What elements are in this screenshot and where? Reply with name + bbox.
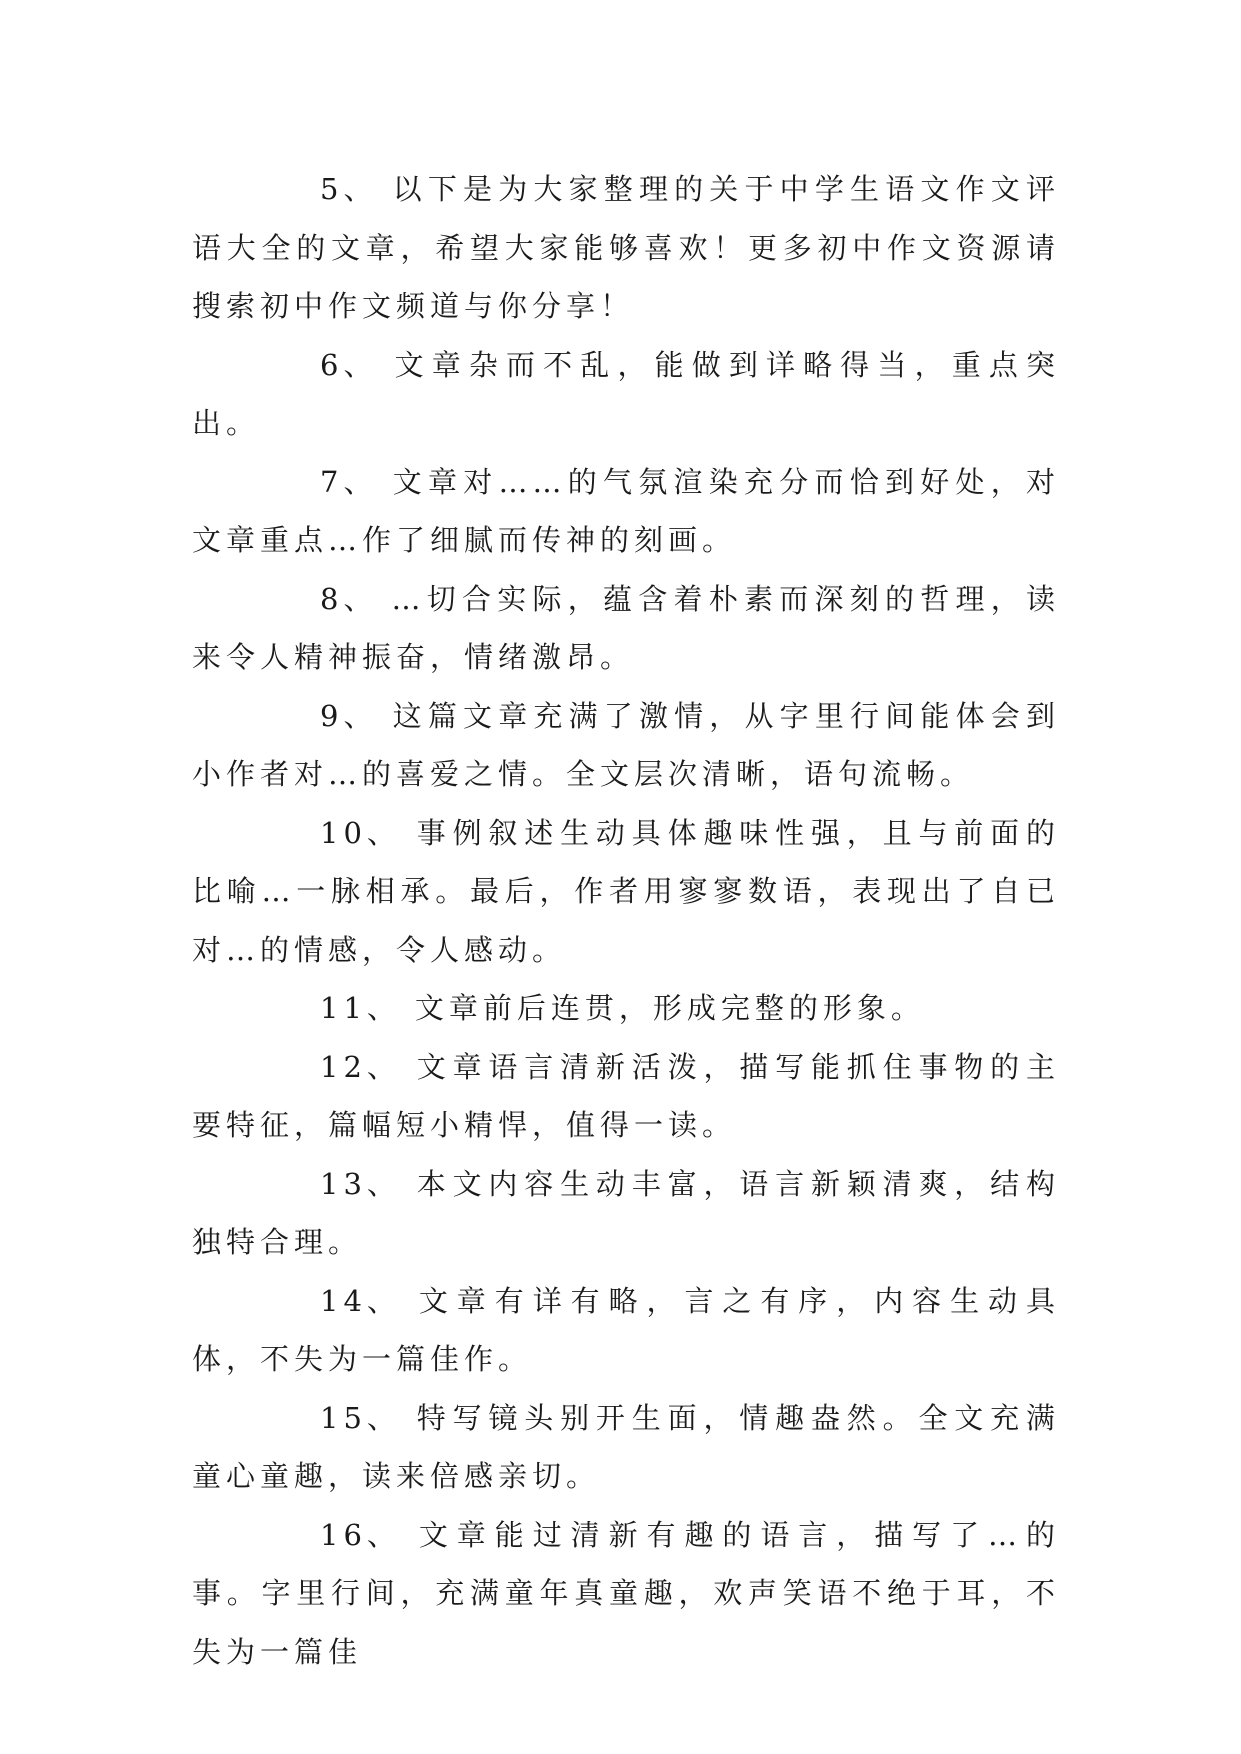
paragraph-11: [192, 979, 1060, 1038]
paragraph-text: 文章有详有略，言之有序，内容生动具体，不失为一篇佳作。: [192, 1283, 1060, 1376]
paragraph-15: [192, 1389, 1060, 1506]
paragraph-number: 14、: [320, 1283, 401, 1318]
paragraph-number: 16、: [320, 1517, 401, 1552]
paragraph-text: …切合实际，蕴含着朴素而深刻的哲理，读来令人精神振奋，情绪激昂。: [192, 581, 1060, 674]
paragraph-9: [192, 687, 1060, 804]
paragraph-number: 9、: [320, 698, 378, 733]
paragraph-number: 15、: [320, 1400, 401, 1435]
paragraph-text: 特写镜头别开生面，情趣盎然。全文充满童心童趣，读来倍感亲切。: [192, 1400, 1060, 1493]
paragraph-8: [192, 570, 1060, 687]
paragraph-text: 文章能过清新有趣的语言，描写了…的事。字里行间，充满童年真童趣，欢声笑语不绝于耳，不失为一篇佳: [192, 1517, 1060, 1669]
paragraph-6: [192, 336, 1060, 453]
paragraph-text: 这篇文章充满了激情，从字里行间能体会到小作者对…的喜爱之情。全文层次清晰，语句流畅。: [192, 698, 1060, 791]
paragraph-number: 11、: [320, 991, 401, 1025]
paragraph-text: 文章对……的气氛渲染充分而恰到好处，对文章重点…作了细腻而传神的刻画。: [192, 464, 1060, 557]
paragraph-number: 5、: [320, 172, 378, 206]
paragraph-12: [192, 1038, 1060, 1155]
paragraph-number: 8、: [320, 581, 378, 616]
paragraph-number: 10、: [320, 815, 401, 850]
paragraph-text: 事例叙述生动具体趣味性强，且与前面的比喻…一脉相承。最后，作者用寥寥数语，表现出了自已对…的情感，令人感动。: [192, 815, 1060, 967]
document-body: [192, 160, 1060, 1681]
paragraph-10: [192, 804, 1060, 980]
paragraph-text: 文章杂而不乱，能做到详略得当，重点突出。: [192, 347, 1060, 440]
paragraph-text: 文章前后连贯，形成完整的形象。: [414, 991, 925, 1025]
paragraph-text: 文章语言清新活泼，描写能抓住事物的主要特征，篇幅短小精悍，值得一读。: [192, 1049, 1060, 1142]
paragraph-number: 13、: [320, 1166, 401, 1201]
paragraph-number: 7、: [320, 464, 378, 499]
paragraph-text: 以下是为大家整理的关于中学生语文作文评语大全的文章，希望大家能够喜欢！更多初中作文资源请搜索初中作文频道与你分享！: [192, 172, 1060, 323]
paragraph-14: [192, 1272, 1060, 1389]
paragraph-text: 本文内容生动丰富，语言新颖清爽，结构独特合理。: [192, 1166, 1060, 1259]
paragraph-13: [192, 1155, 1060, 1272]
paragraph-number: 12、: [320, 1049, 401, 1084]
paragraph-5: [192, 160, 1060, 336]
paragraph-number: 6、: [320, 347, 378, 382]
paragraph-7: [192, 453, 1060, 570]
paragraph-16: [192, 1506, 1060, 1682]
